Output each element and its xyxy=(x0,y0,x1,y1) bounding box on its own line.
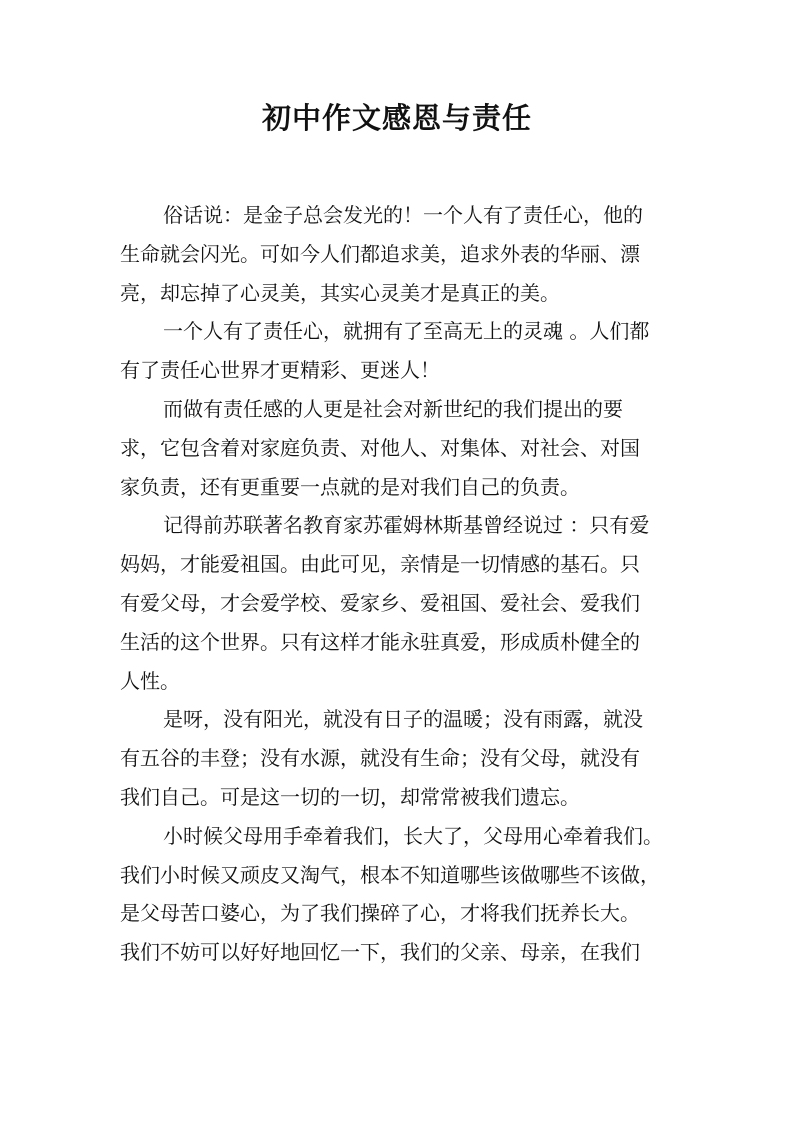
text-line: 生命就会闪光。可如今人们都追求美，追求外表的华丽、漂 xyxy=(120,241,640,266)
text-line: 生活的这个世界。只有这样才能永驻真爱，形成质朴健全的 xyxy=(120,629,640,654)
document-body xyxy=(120,196,680,972)
text-line: 我们不妨可以好好地回忆一下，我们的父亲、母亲，在我们 xyxy=(120,940,640,965)
text-line: 一个人有了责任心，就拥有了至高无上的灵魂 。人们都 xyxy=(163,319,650,344)
text-line: 我们自己。可是这一切的一切，却常常被我们遗忘。 xyxy=(120,784,580,809)
text-line: 妈妈，才能爱祖国。由此可见，亲情是一切情感的基石。只 xyxy=(120,552,640,577)
text-line: 是呀，没有阳光，就没有日子的温暖；没有雨露，就没 xyxy=(163,707,643,732)
text-line: 家负责，还有更重要一点就的是对我们自己的负责。 xyxy=(120,474,580,499)
text-line: 有爱父母，才会爱学校、爱家乡、爱祖国、爱社会、爱我们 xyxy=(120,590,640,615)
text-line: 亮，却忘掉了心灵美，其实心灵美才是真正的美。 xyxy=(120,280,560,305)
text-line: 记得前苏联著名教育家苏霍姆林斯基曾经说过 ：只有爱 xyxy=(163,513,650,538)
text-line: 小时候父母用手牵着我们，长大了，父母用心牵着我们。 xyxy=(163,823,663,848)
text-line: 有了责任心世界才更精彩、更迷人！ xyxy=(120,358,440,383)
text-line: 求，它包含着对家庭负责、对他人、对集体、对社会、对国 xyxy=(120,435,640,460)
text-line: 我们小时候又顽皮又淘气，根本不知道哪些该做哪些不该做， xyxy=(120,862,660,887)
text-line: 俗话说：是金子总会发光的！一个人有了责任心，他的 xyxy=(163,203,643,227)
text-line: 而做有责任感的人更是社会对新世纪的我们提出的要 xyxy=(163,396,623,421)
text-line: 人性。 xyxy=(120,668,180,693)
text-line: 是父母苦口婆心，为了我们操碎了心，才将我们抚养长大。 xyxy=(120,901,640,926)
document-title: 初中作文感恩与责任 xyxy=(261,101,532,135)
text-line: 有五谷的丰登；没有水源，就没有生命；没有父母，就没有 xyxy=(120,746,640,771)
